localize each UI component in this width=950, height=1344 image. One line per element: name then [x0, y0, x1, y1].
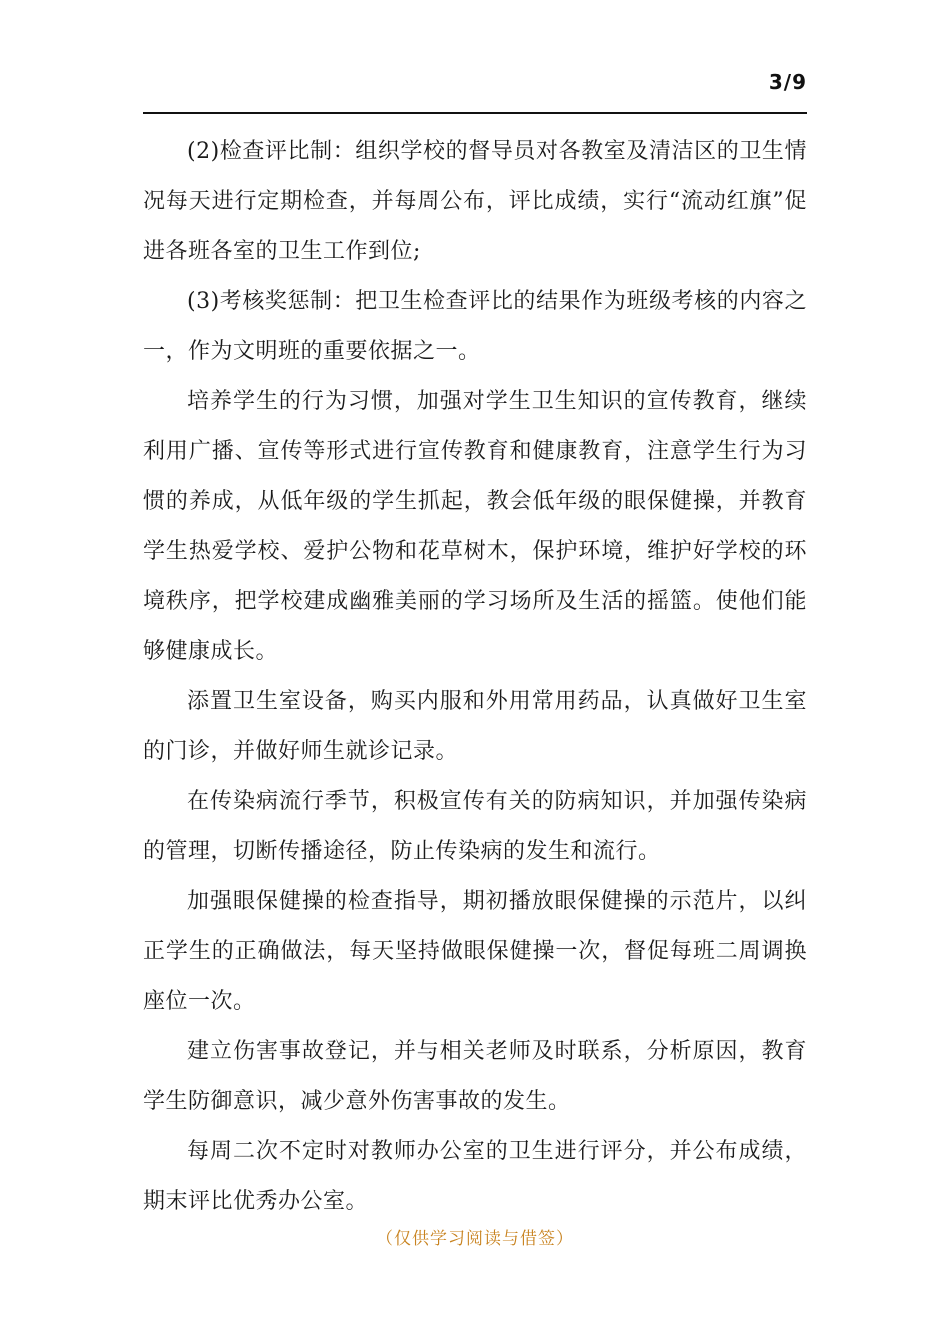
page-number: 3/9 — [768, 70, 807, 94]
paragraph-assessment-rule: (3)考核奖惩制：把卫生检查评比的结果作为班级考核的内容之一，作为文明班的重要依据之一。 — [143, 289, 807, 364]
paragraph-injury-records: 建立伤害事故登记，并与相关老师及时联系，分析原因，教育学生防御意识，减少意外伤害事故的发生。 — [143, 1039, 807, 1114]
paragraph-inspection-rule: (2)检查评比制：组织学校的督导员对各教室及清洁区的卫生情况每天进行定期检查，并每周公布，评比成绩，实行“流动红旗”促进各班各室的卫生工作到位; — [143, 139, 807, 264]
paragraph-office-hygiene: 每周二次不定时对教师办公室的卫生进行评分，并公布成绩，期末评比优秀办公室。 — [143, 1139, 807, 1214]
paragraph-eye-exercises: 加强眼保健操的检查指导，期初播放眼保健操的示范片，以纠正学生的正确做法，每天坚持做眼保健操一次，督促每班二周调换座位一次。 — [143, 889, 807, 1014]
paragraph-clinic-equipment: 添置卫生室设备，购买内服和外用常用药品，认真做好卫生室的门诊，并做好师生就诊记录。 — [143, 689, 807, 764]
footer-disclaimer: （仅供学习阅读与借签） — [376, 1229, 574, 1249]
header-divider — [143, 112, 807, 114]
paragraph-student-habits: 培养学生的行为习惯，加强对学生卫生知识的宣传教育，继续利用广播、宣传等形式进行宣传教育和健康教育，注意学生行为习惯的养成，从低年级的学生抓起，教会低年级的眼保健操，并教育学生热爱学校、爱护公物和花草树木，保护环境，维护好学校的环境秩序，把学校建成幽雅美丽的学习场所及生活的摇篮。使他们能够健康成长。 — [143, 389, 807, 664]
document-body — [143, 127, 807, 1227]
paragraph-infectious-disease: 在传染病流行季节，积极宣传有关的防病知识，并加强传染病的管理，切断传播途径，防止传染病的发生和流行。 — [143, 789, 807, 864]
